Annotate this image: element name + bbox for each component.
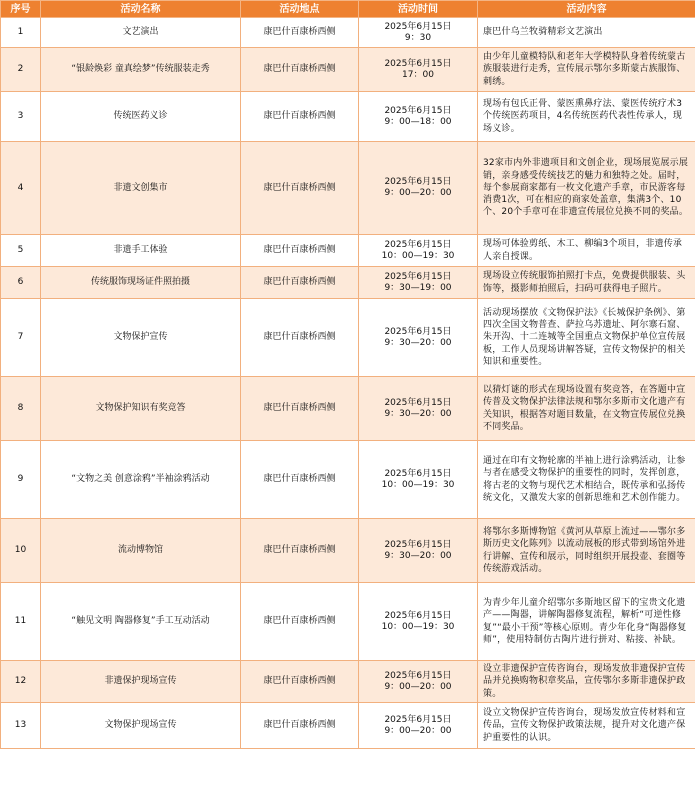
activity-time xyxy=(359,92,478,142)
activity-time xyxy=(359,48,478,92)
activity-location: 康巴什百康桥西侧 xyxy=(241,519,359,583)
activity-date: 2025年6月15日 xyxy=(384,397,452,408)
row-no: 4 xyxy=(1,142,41,235)
table-row xyxy=(1,299,695,377)
activity-name: 传统医药义诊 xyxy=(41,92,241,142)
activity-hours: 9：00—18：00 xyxy=(384,116,452,127)
header-no: 序号 xyxy=(1,1,41,18)
activity-time xyxy=(359,703,478,749)
activity-date: 2025年6月15日 xyxy=(384,105,452,116)
activity-time xyxy=(359,583,478,661)
row-no: 2 xyxy=(1,48,41,92)
row-no: 8 xyxy=(1,377,41,441)
activity-name: 文物保护宣传 xyxy=(41,299,241,377)
table-row xyxy=(1,377,695,441)
activity-hours: 9：30—20：00 xyxy=(384,550,452,561)
activity-name: 文物保护知识有奖竞答 xyxy=(41,377,241,441)
header-content: 活动内容 xyxy=(478,1,695,18)
activity-time xyxy=(359,18,478,48)
activity-name: 文物保护现场宣传 xyxy=(41,703,241,749)
activity-date: 2025年6月15日 xyxy=(384,670,452,681)
activity-name: 传统服饰现场证件照拍摄 xyxy=(41,267,241,299)
activity-time xyxy=(359,441,478,519)
activity-date: 2025年6月15日 xyxy=(384,239,452,250)
activity-location: 康巴什百康桥西侧 xyxy=(241,18,359,48)
activity-location: 康巴什百康桥西侧 xyxy=(241,48,359,92)
activity-name: “触见文明 陶器修复”手工互动活动 xyxy=(41,583,241,661)
table-row xyxy=(1,441,695,519)
activity-content: 为青少年儿童介绍鄂尔多斯地区留下的宝贵文化遗产——陶器，讲解陶器修复流程，解析“可逆性修复”“最小干预”等核心原则。青少年化身“陶器修复师”，使用特制仿古陶片进行拼对、粘接、补缺。 xyxy=(478,583,695,661)
table-row xyxy=(1,703,695,749)
activity-content: 以猜灯谜的形式在现场设置有奖竞答，在答题中宣传普及文物保护法律法规和鄂尔多斯市文化遗产有关知识，根据答对题目数量，在文物宣传展位兑换不同奖品。 xyxy=(478,377,695,441)
table-row xyxy=(1,92,695,142)
activity-location: 康巴什百康桥西侧 xyxy=(241,299,359,377)
activity-content: 活动现场摆放《文物保护法》《长城保护条例》、第四次全国文物普查、萨拉乌苏遗址、阿尔寨石窟、朱开沟、十二连城等全国重点文物保护单位宣传展板，工作人员现场讲解答疑，宣传文物保护的相关知识和重要性。 xyxy=(478,299,695,377)
activity-date: 2025年6月15日 xyxy=(384,21,452,32)
activity-hours: 9：00—20：00 xyxy=(384,188,452,198)
activity-date: 2025年6月15日 xyxy=(384,539,452,550)
activity-time xyxy=(359,235,478,267)
activity-content: 康巴什乌兰牧骑精彩文艺演出 xyxy=(478,18,695,48)
activity-date: 2025年6月15日 xyxy=(384,326,452,337)
activity-name: “银龄焕彩 童真绘梦”传统服装走秀 xyxy=(41,48,241,92)
header-name: 活动名称 xyxy=(41,1,241,18)
activity-time xyxy=(359,299,478,377)
row-no: 3 xyxy=(1,92,41,142)
activity-content: 现场有包氏正骨、蒙医熏鼻疗法、蒙医传统疗术3个传统医药项目，4名传统医药代表性传承人，现场义诊。 xyxy=(478,92,695,142)
activity-name: 非遗文创集市 xyxy=(41,142,241,235)
activity-name: 非遗保护现场宣传 xyxy=(41,661,241,703)
activity-hours: 9：30—19：00 xyxy=(384,282,452,293)
table-row xyxy=(1,235,695,267)
row-no: 12 xyxy=(1,661,41,703)
table-row xyxy=(1,661,695,703)
row-no: 5 xyxy=(1,235,41,267)
activity-hours: 9：00—20：00 xyxy=(384,681,452,692)
activity-hours: 9：30—20：00 xyxy=(384,408,452,419)
activity-hours: 9：30—20：00 xyxy=(384,337,452,348)
activity-time xyxy=(359,142,478,235)
activity-location: 康巴什百康桥西侧 xyxy=(241,703,359,749)
table-row xyxy=(1,583,695,661)
table-row xyxy=(1,519,695,583)
activity-date: 2025年6月15日 xyxy=(384,58,452,69)
activity-date: 2025年6月15日 xyxy=(384,468,452,479)
row-no: 7 xyxy=(1,299,41,377)
activity-location: 康巴什百康桥西侧 xyxy=(241,267,359,299)
activity-hours: 17：00 xyxy=(402,69,434,80)
activity-date: 2025年6月15日 xyxy=(384,271,452,282)
row-no: 11 xyxy=(1,583,41,661)
table-row xyxy=(1,18,695,48)
header-location: 活动地点 xyxy=(241,1,359,18)
activity-time xyxy=(359,267,478,299)
activity-time xyxy=(359,377,478,441)
activity-hours: 10：00—19：30 xyxy=(381,479,455,490)
activity-content: 现场设立传统服饰拍照打卡点，免费提供服装、头饰等，摄影师拍照后，扫码可获得电子照片。 xyxy=(478,267,695,299)
activity-content: 设立非遗保护宣传咨询台，现场发放非遗保护宣传品并兑换购物积章奖品，宣传鄂尔多斯非遗保护政策。 xyxy=(478,661,695,703)
activity-hours: 10：00—19：30 xyxy=(381,250,455,261)
table-row xyxy=(1,267,695,299)
activity-content: 将鄂尔多斯博物馆《黄河从草原上流过——鄂尔多斯历史文化陈列》以流动展板的形式带到场馆外进行讲解、宣传和展示，同时组织开展投壶、套圈等传统游戏活动。 xyxy=(478,519,695,583)
activity-date: 2025年6月15日 xyxy=(384,714,452,725)
header-time: 活动时间 xyxy=(359,1,478,18)
activity-hours: 10：00—19：30 xyxy=(381,621,455,632)
row-no: 10 xyxy=(1,519,41,583)
activity-hours: 9：00—20：00 xyxy=(384,725,452,736)
row-no: 13 xyxy=(1,703,41,749)
activity-content: 通过在印有文物轮廓的半袖上进行涂鸦活动，让参与者在感受文物保护的重要性的同时，发挥创意，将古老的文物与现代艺术相结合，既传承和弘扬传统文化，又激发大家的创新思维和艺术创作能力。 xyxy=(478,441,695,519)
activity-location: 康巴什百康桥西侧 xyxy=(241,235,359,267)
activity-location: 康巴什百康桥西侧 xyxy=(241,142,359,235)
table-row xyxy=(1,142,695,235)
activity-hours: 9：30 xyxy=(404,32,432,43)
activity-date: 2025年6月15日 xyxy=(384,177,452,187)
activity-location: 康巴什百康桥西侧 xyxy=(241,661,359,703)
row-no: 1 xyxy=(1,18,41,48)
activity-content: 现场可体验剪纸、木工、柳编3个项目，非遗传承人亲自授课。 xyxy=(478,235,695,267)
activity-content: 32家市内外非遗项目和文创企业，现场展览展示展销，亲身感受传统技艺的魅力和独特之处。届时，每个参展商家都有一枚文化遗产手章，市民游客每消费1次，可在相应的商家处盖章，集满3个、10个、20个手章可在非遗宣传展位兑换不同的奖品。 xyxy=(478,142,695,235)
table-header-row xyxy=(1,1,695,18)
activity-location: 康巴什百康桥西侧 xyxy=(241,377,359,441)
activity-name: 流动博物馆 xyxy=(41,519,241,583)
activity-time xyxy=(359,661,478,703)
activity-location: 康巴什百康桥西侧 xyxy=(241,583,359,661)
row-no: 9 xyxy=(1,441,41,519)
activity-location: 康巴什百康桥西侧 xyxy=(241,92,359,142)
activity-content: 设立文物保护宣传咨询台，现场发放宣传材料和宣传品，宣传文物保护政策法规，提升对文化遗产保护重要性的认识。 xyxy=(478,703,695,749)
activity-name: 文艺演出 xyxy=(41,18,241,48)
activity-name: “文物之美 创意涂鸦”半袖涂鸦活动 xyxy=(41,441,241,519)
row-no: 6 xyxy=(1,267,41,299)
activity-location: 康巴什百康桥西侧 xyxy=(241,441,359,519)
activity-date: 2025年6月15日 xyxy=(384,610,452,621)
activity-time xyxy=(359,519,478,583)
activity-content: 由少年儿童模特队和老年大学模特队身着传统蒙古族服装进行走秀，宣传展示鄂尔多斯蒙古族服饰、刺绣。 xyxy=(478,48,695,92)
activity-name: 非遗手工体验 xyxy=(41,235,241,267)
table-row xyxy=(1,48,695,92)
